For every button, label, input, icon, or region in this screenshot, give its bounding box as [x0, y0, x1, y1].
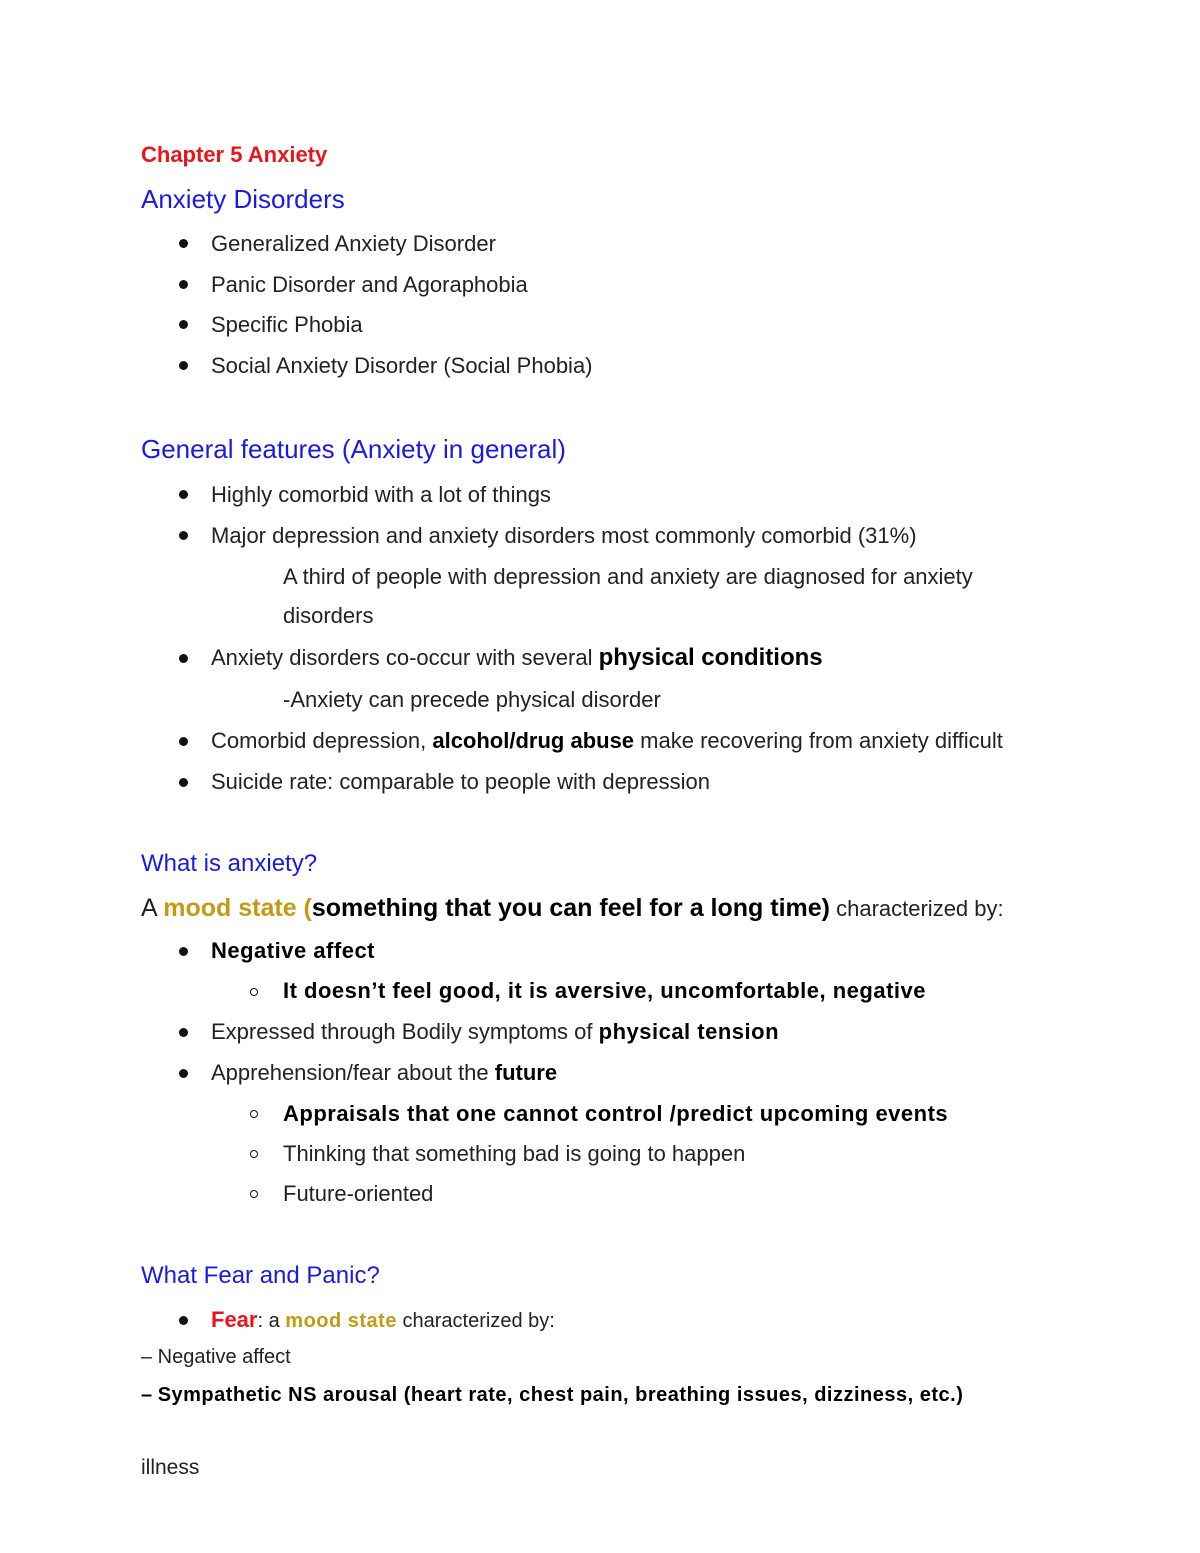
- bullet-icon: [179, 490, 188, 499]
- heading-anxiety-disorders: Anxiety Disorders: [141, 184, 345, 214]
- bullet-icon: [179, 1069, 188, 1078]
- heading-fear-and-panic: What Fear and Panic?: [141, 1262, 380, 1289]
- bullet-icon: [179, 737, 188, 746]
- list-item: [211, 644, 823, 672]
- sub-list-item: It doesn’t feel good, it is aversive, uncomfortable, negative: [283, 978, 926, 1003]
- bullet-icon: [179, 280, 188, 289]
- fear-line: – Negative affect: [141, 1346, 291, 1368]
- intro-text: characterized by:: [829, 896, 1004, 921]
- list-item: [211, 1060, 557, 1086]
- sub-bullet-icon: [250, 1150, 258, 1158]
- list-item: Major depression and anxiety disorders most commonly comorbid (31%): [211, 523, 917, 548]
- list-note: disorders: [283, 603, 374, 628]
- bullet-icon: [179, 778, 188, 787]
- list-item: Specific Phobia: [211, 312, 363, 337]
- item-text: make recovering from anxiety difficult: [634, 728, 1003, 753]
- bullet-icon: [179, 947, 188, 956]
- bullet-icon: [179, 361, 188, 370]
- fear-line: [141, 1384, 963, 1407]
- bullet-icon: [179, 654, 188, 663]
- item-emphasis: physical tension: [598, 1019, 780, 1044]
- list-item: Highly comorbid with a lot of things: [211, 482, 551, 507]
- chapter-title: Chapter 5 Anxiety: [141, 142, 328, 167]
- list-note: -Anxiety can precede physical disorder: [283, 687, 661, 712]
- sub-bullet-icon: [250, 1190, 258, 1198]
- heading-general-features: General features (Anxiety in general): [141, 434, 566, 464]
- bullet-icon: [179, 320, 188, 329]
- item-emphasis: future: [494, 1060, 558, 1085]
- line-emphasis: Sympathetic NS arousal (heart rate, chest pain, breathing issues, dizziness, etc.): [157, 1384, 964, 1406]
- bullet-icon: [179, 1316, 188, 1325]
- sub-list-item: Future-oriented: [283, 1181, 434, 1206]
- item-text: : a: [257, 1310, 286, 1332]
- item-text: Comorbid depression,: [211, 728, 433, 753]
- list-item: [211, 1307, 555, 1333]
- list-item: Panic Disorder and Agoraphobia: [211, 272, 528, 297]
- bullet-icon: [179, 531, 188, 540]
- sub-bullet-icon: [250, 988, 258, 996]
- list-item: [211, 728, 1003, 754]
- sub-list-item: Thinking that something bad is going to happen: [283, 1141, 746, 1166]
- list-item: Suicide rate: comparable to people with depression: [211, 769, 710, 794]
- footer-text: illness: [141, 1456, 200, 1479]
- list-item: Negative affect: [211, 938, 376, 963]
- item-emphasis: physical conditions: [598, 644, 823, 671]
- list-item: [211, 1019, 779, 1045]
- fear-term: Fear: [211, 1307, 258, 1332]
- item-mood: mood state: [285, 1310, 397, 1332]
- heading-what-is-anxiety: What is anxiety?: [141, 850, 318, 877]
- list-note: A third of people with depression and anxiety are diagnosed for anxiety: [283, 564, 973, 589]
- sub-bullet-icon: [250, 1110, 258, 1118]
- list-item: Social Anxiety Disorder (Social Phobia): [211, 353, 593, 378]
- bullet-icon: [179, 1028, 188, 1037]
- intro-emphasis: something that you can feel for a long time): [311, 894, 830, 922]
- item-text: Expressed through Bodily symptoms of: [211, 1019, 599, 1044]
- sub-list-item: Appraisals that one cannot control /predict upcoming events: [283, 1101, 949, 1126]
- item-text: Apprehension/fear about the: [211, 1060, 495, 1085]
- intro-mood: mood state (: [163, 894, 312, 922]
- intro-line: [141, 894, 1004, 923]
- bullet-icon: [179, 239, 188, 248]
- intro-text: A: [141, 894, 164, 922]
- list-item: Generalized Anxiety Disorder: [211, 231, 496, 256]
- item-text: Anxiety disorders co-occur with several: [211, 645, 599, 670]
- item-text: characterized by:: [396, 1310, 555, 1332]
- item-emphasis: alcohol/drug abuse: [432, 728, 635, 753]
- line-dash: –: [141, 1384, 158, 1406]
